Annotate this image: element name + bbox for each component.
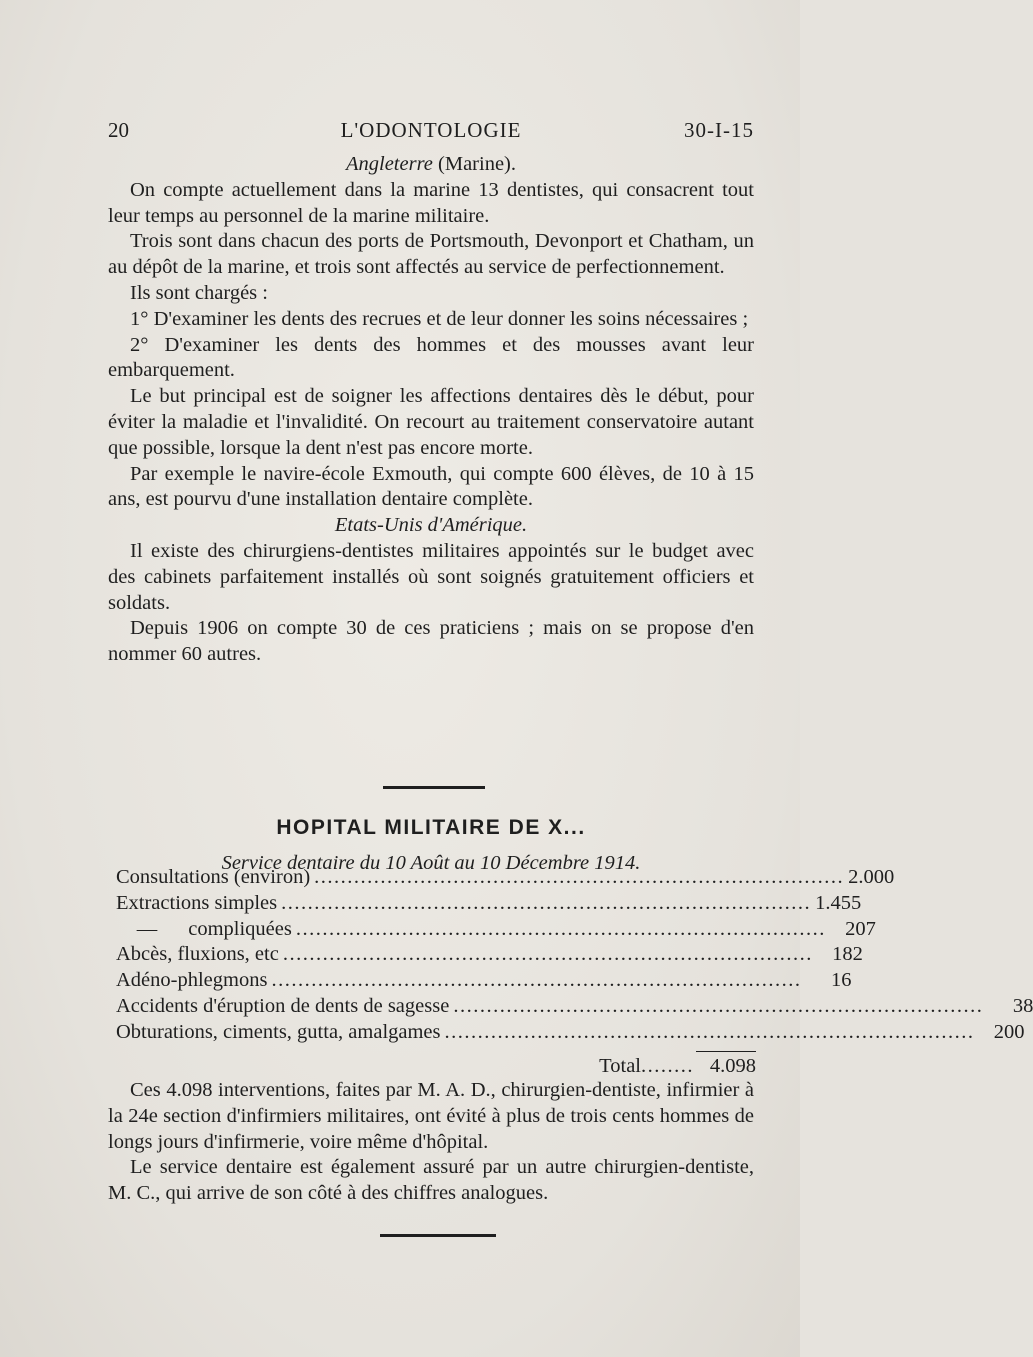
section-heading-usa: Etats-Unis d'Amérique. xyxy=(334,514,528,537)
dot-leader: ................................................................................ xyxy=(314,866,845,888)
dot-leader: ................................................................................ xyxy=(271,969,802,992)
paragraph: 1° D'examiner les dents des recrues et de leur donner les soins nécessaires ; xyxy=(130,307,749,330)
paragraph: Par exemple le navire-école Exmouth, qui compte 600 élèves, de 10 à 15 ans, est pourvu d'une installation dentaire complète. xyxy=(108,462,754,511)
dot-leader: ................................................................................ xyxy=(281,891,812,914)
issue-date: 30-I-15 xyxy=(684,118,754,142)
table-row: Adéno-phlegmons ................................................................................ 16 xyxy=(116,969,852,992)
total-rule xyxy=(696,1051,756,1053)
paragraph: Il existe des chirurgiens-dentistes militaires appointés sur le budget avec des cabinets parfaitement installés où sont soignés gratuitement officiers et soldats. xyxy=(108,539,754,614)
paragraph: Ils sont chargés : xyxy=(130,281,268,304)
hospital-commentary xyxy=(108,1078,754,1207)
paragraph: Ces 4.098 interventions, faites par M. A. D., chirurgien-dentiste, infirmier à la 24e section d'infirmiers militaires, ont évité à plus de trois cents hommes de longs jours d'infirmerie, voire même d'hôpital. xyxy=(108,1079,754,1153)
table-row: Obturations, ciments, gutta, amalgames ................................................................................ 200 xyxy=(116,1020,1025,1043)
dot-leader: ........ xyxy=(641,1054,694,1077)
table-row: Extractions simples ................................................................................ 1.455 xyxy=(116,891,862,914)
section-heading-angleterre: Angleterre (Marine). xyxy=(345,153,516,175)
dot-leader: ................................................................................ xyxy=(295,917,826,940)
total-label: Total xyxy=(599,1054,641,1077)
paragraph: Depuis 1906 on compte 30 de ces praticiens ; mais on se propose d'en nommer 60 autres. xyxy=(108,617,754,666)
paragraph: Le service dentaire est également assuré par un autre chirurgien-dentiste, M. C., qui arrive de son côté à des chiffres analogues. xyxy=(108,1156,754,1205)
table-row: Consultations (environ) ................................................................................ 2.000 xyxy=(116,866,895,888)
dot-leader: ................................................................................ xyxy=(282,943,813,966)
dot-leader: ................................................................................ xyxy=(444,1020,975,1043)
paragraph: Trois sont dans chacun des ports de Portsmouth, Devonport et Chatham, un au dépôt de la marine, et trois sont affectés au service de perfectionnement. xyxy=(108,230,754,279)
hospital-subtitle: Service dentaire du 10 Août au 10 Décembre 1914. xyxy=(221,852,641,874)
total-value: 4.098 xyxy=(709,1054,756,1077)
paragraph: 2° D'examiner les dents des hommes et des mousses avant leur embarquement. xyxy=(108,333,754,382)
table-row: — compliquées ................................................................................ 207 xyxy=(136,917,876,940)
paragraph: On compte actuellement dans la marine 13 dentistes, qui consacrent tout leur temps au personnel de la marine militaire. xyxy=(108,178,754,227)
closing-divider xyxy=(380,1234,496,1237)
section-divider xyxy=(383,786,485,789)
statistics-table xyxy=(116,866,1033,1080)
dot-leader: ................................................................................ xyxy=(453,994,984,1017)
table-row: Abcès, fluxions, etc ................................................................................ 182 xyxy=(116,943,863,966)
running-header xyxy=(108,118,754,146)
total-row xyxy=(116,1055,756,1081)
hospital-title: HOPITAL MILITAIRE DE X... xyxy=(276,816,586,839)
paragraph: Le but principal est de soigner les affections dentaires dès le début, pour éviter la maladie et l'invalidité. On recourt au traitement conservatoire autant que possible, lorsque la dent n'est pas encore morte. xyxy=(108,385,754,459)
journal-title: L'ODONTOLOGIE xyxy=(340,118,522,142)
section-angleterre xyxy=(108,152,754,668)
page-number: 20 xyxy=(108,118,129,142)
table-row: Accidents d'éruption de dents de sagesse ................................................................................ 38 xyxy=(116,994,1033,1017)
